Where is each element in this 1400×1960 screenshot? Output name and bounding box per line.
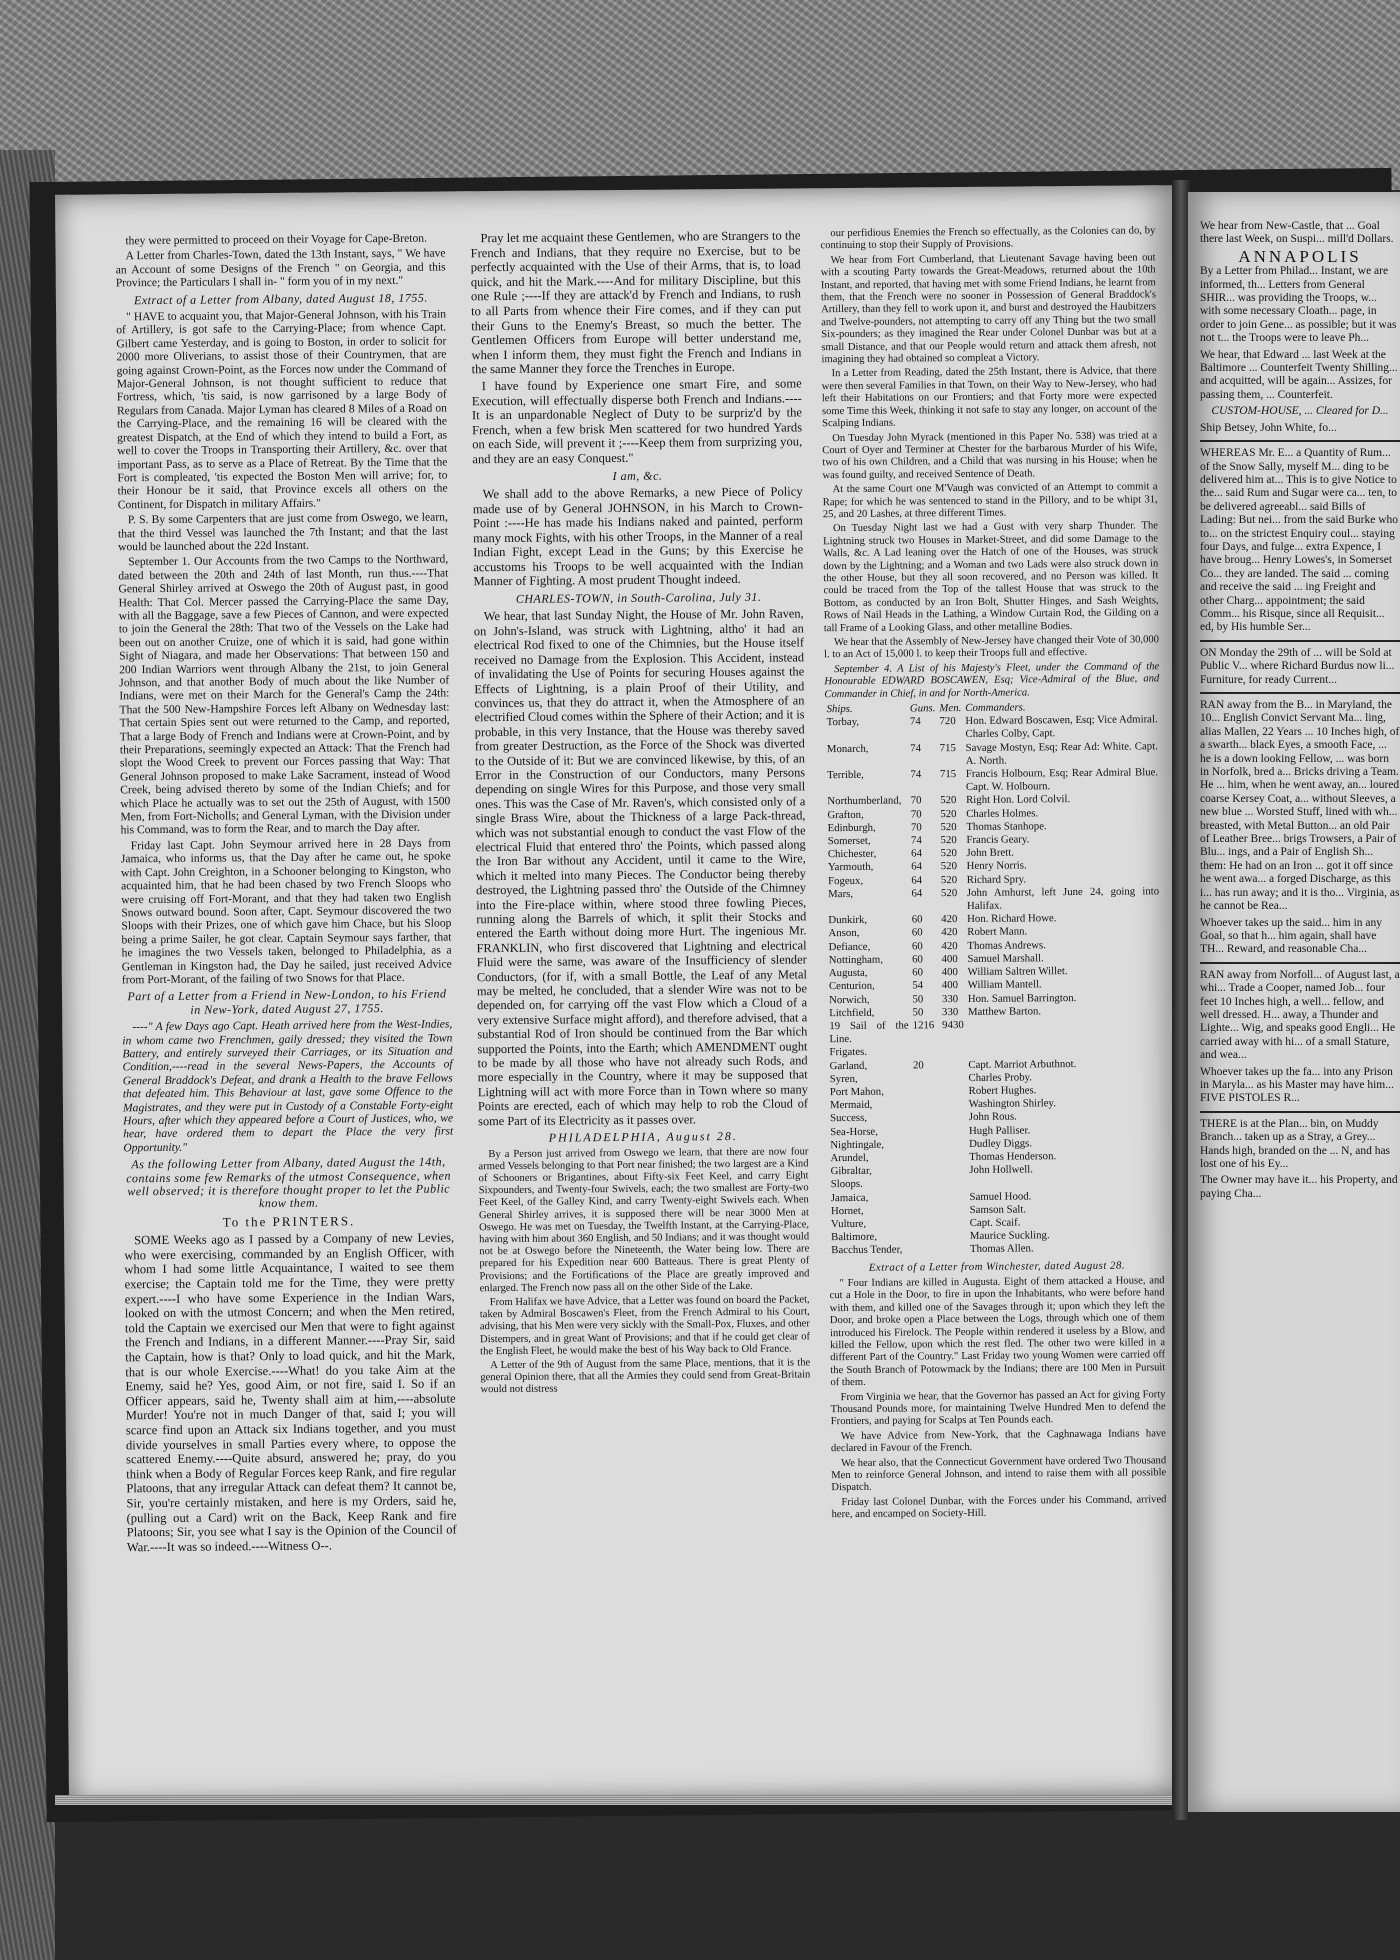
paragraph: our perfidious Enemies the French so effectually, as the Colonies can do, by continuing to stop their Supply of Provisions. bbox=[820, 225, 1156, 252]
men bbox=[941, 1124, 967, 1137]
men bbox=[941, 1151, 967, 1164]
ship-name: Port Mahon, bbox=[829, 1085, 884, 1099]
guns bbox=[911, 1112, 941, 1125]
paragraph: September 1. Our Accounts from the two Camps to the Northward, dated between the 20th and 24th of last Month, run thus.----That General Shirley arrived at Oswego the 20th of August past, in good Health: That Col. Mercer passed the Carrying-Place the same Day, with all the Baggage, save a few Pieces of Cannon, and were expected to join the General the 28th: That two of the Vessels on the Lake had been out on another Cruize, one of which it is said, had gone within Sight of Niagara, and made her Observations: That between 150 and 200 Indian Warriors went through Albany the 21st, to join General Johnson, and that another Body of much about the like Number of Indians, were met on their March for the General's Camp the 24th: That the 500 New-Hampshire Forces left Albany on Wednesday last: That certain Spies sent out were returned to the Camp, and reported, That a large Body of French and Indians were at Crown-Point, and by their Preparations, seemingly expected an Attack: That the French had slopt the Wood Creek to prevent our Forces passing that Way: That General Johnson proposed to make Lake Sacrament, instead of Wood Creek, being advised thereto by some of the Indian Chiefs; and for which Place he actually was to set out the 25th of August, with 1500 Men, from Fort-Nicholls; and General Lyman, with the Division under his Command, was to form the Rear, and to march the Day after. bbox=[118, 552, 451, 837]
fleet-header-guns: Guns. bbox=[909, 702, 936, 715]
guns bbox=[912, 1204, 942, 1217]
guns: 64 bbox=[911, 860, 923, 873]
dateline: Extract of a Letter from Winchester, dated August 28. bbox=[868, 1259, 1126, 1274]
men: 520 bbox=[940, 820, 957, 834]
men: 520 bbox=[940, 834, 957, 847]
commander bbox=[966, 1017, 1162, 1045]
ship-name: Dunkirk, bbox=[828, 914, 868, 927]
ship-name: Sloops. bbox=[830, 1178, 863, 1191]
paragraph: At the same Court one M'Vaugh was convicted of an Attempt to commit a Rape; for which he was sentenced to stand in the Pillory, and to be whipt 31, 25, and 20 Lashes, at three different Times. bbox=[822, 481, 1158, 521]
ship-name: Garland, bbox=[829, 1059, 868, 1072]
ship-name: Terrible, bbox=[827, 768, 864, 782]
ship-name: Success, bbox=[830, 1112, 868, 1125]
fleet-row bbox=[825, 740, 1160, 769]
column-2 bbox=[470, 228, 810, 1398]
guns: 64 bbox=[911, 887, 923, 900]
men: 420 bbox=[941, 926, 958, 939]
commander: Washington Shirley. bbox=[968, 1097, 1056, 1111]
advertisement: Whoever takes up the said... him in any Goal, so that h... him again, shall have TH... Reward, and reasonable Cha... bbox=[1200, 916, 1383, 956]
men: 400 bbox=[941, 979, 959, 992]
paragraph: ----" A few Days ago Capt. Heath arrived here from the West-Indies, in whom came two Frenchmen, gaily dressed; they visited the Town Battery, and entirely surveyed their Carriages, or its Situation and Condition,----read in the several News-Papers, the Accounts of General Braddock's Defeat, and drank a Health to the brave Fellows that defeated him. This Behaviour at last, gave some Offence to the Magistrates, and they were put in Custody of a Constable Forty-eight Hours, after which they appeared before a Court of Justices, who, we hear, have ordered them to depart the Place the very first Opportunity." bbox=[122, 1017, 454, 1155]
paragraph: In a Letter from Reading, dated the 25th Instant, there is Advice, that there were then several Families in that Town, on their Way to New-Jersey, who had left their Habitations on our Frontiers; and that Forty more were expected some Time this Week, thinking it not safe to stay any longer, on account of the Scalping Indians. bbox=[821, 365, 1157, 430]
commander: Right Hon. Lord Colvil. bbox=[966, 793, 1071, 807]
commander: John Amhurst, left June 24, going into Halifax. bbox=[966, 885, 1160, 913]
commander: Charles Proby. bbox=[968, 1071, 1033, 1084]
advertisement: The Owner may have it... his Property, and paying Cha... bbox=[1200, 1174, 1398, 1200]
men bbox=[942, 1243, 968, 1256]
men bbox=[940, 1058, 966, 1071]
guns bbox=[911, 1098, 941, 1111]
ship-name: 19 Sail of the Line. bbox=[829, 1019, 909, 1046]
ship-name: Mars, bbox=[828, 887, 854, 901]
ship-name: Somerset, bbox=[827, 834, 871, 848]
commander: Thomas Henderson. bbox=[969, 1150, 1057, 1163]
fleet-header-men: Men. bbox=[939, 702, 962, 715]
paragraph: " HAVE to acquaint you, that Major-General Johnson, with his Train of Artillery, is got safe to the Carrying-Place; from whence Capt. Gilbert came Yesterday, and is going to Boston, in order to solicit for 2000 more Oliverians, to assist those of their Countrymen, that are going against Crown-Point, as the Forces now under the Command of Major-General Johnson, is not thought sufficient to reduce that Fortress, which, 'tis said, is now garrisoned by a large Body of Regulars from Canada. Major Lyman has cleared 8 Miles of a Road on the Carrying-Place, and the remaining 16 will be cleared with the greatest Dispatch, at the End of which they intend to build a Fort, as well to cover the Troops in Transporting their Artillery, &c. over that important Pass, as to serve as a Place of Retreat. By the Time that the Fort is compleated, 'tis expected the Boston Men will arrive; for, to their Honour be it said, that Province excels all others on the Continent, for Dispatch in military Affairs." bbox=[116, 307, 448, 512]
guns: 1216 bbox=[912, 1019, 935, 1032]
commander: Matthew Barton. bbox=[967, 1005, 1042, 1018]
ship-name: Chichester, bbox=[827, 848, 877, 861]
paragraph: We shall add to the above Remarks, a new Piece of Policy made use of by General JOHNSON, in his March to Crown-Point :----He has made his Indians naked and painted, perform many mock Fights, with his other Troops, in the Manner of a real Indian Fight, except Lead in the Guns; by this Exercise he accustoms his Troops to be well acquainted with the Indian Manner of Fighting. A most prudent Thought indeed. bbox=[472, 484, 804, 589]
advertisement: ON Monday the 29th of ... will be Sold at Public V... where Richard Burdus now li... Furniture, for ready Current... bbox=[1200, 646, 1395, 686]
commander: Charles Holmes. bbox=[966, 806, 1039, 820]
commander: Robert Hughes. bbox=[968, 1084, 1037, 1097]
paragraph: Friday last Colonel Dunbar, with the Forces under his Command, arrived here, and encamped on Society-Hill. bbox=[831, 1494, 1167, 1521]
guns bbox=[911, 1085, 941, 1098]
ship-name: Frigates. bbox=[829, 1046, 868, 1059]
commander: Samuel Marshall. bbox=[967, 952, 1044, 965]
guns: 60 bbox=[911, 913, 923, 926]
paragraph: they were permitted to proceed on their Voyage for Cape-Breton. bbox=[125, 231, 428, 248]
commander: Robert Mann. bbox=[967, 925, 1028, 939]
men bbox=[941, 1111, 967, 1124]
ship-name: Anson, bbox=[828, 927, 860, 940]
ship-name: Monarch, bbox=[826, 742, 869, 755]
men: 520 bbox=[940, 860, 958, 873]
fleet-row bbox=[829, 1242, 1164, 1258]
men: 520 bbox=[940, 847, 957, 860]
guns bbox=[912, 1217, 942, 1230]
guns: 60 bbox=[912, 953, 923, 966]
men bbox=[940, 1045, 966, 1058]
commander: Hon. Edward Boscawen, Esq; Vice Admiral. Charles Colby, Capt. bbox=[965, 713, 1158, 741]
men bbox=[942, 1204, 968, 1217]
commander: Samuel Hood. bbox=[969, 1189, 1032, 1203]
men: 520 bbox=[940, 873, 958, 886]
men: 715 bbox=[939, 768, 957, 781]
advertisement: THERE is at the Plan... bin, on Muddy Branch... taken up as a Stray, a Grey... Hands high, branded on the ... N, and has lost one of his Ey... bbox=[1200, 1117, 1391, 1170]
ship-name: Nottingham, bbox=[828, 953, 884, 967]
paragraph: I have found by Experience one smart Fire, and some Execution, will effectually disperse both French and Indians.----It is an unpardonable Neglect of Duty to be surpriz'd by the French, when a few brisk Men scattered for two hundred Yards on each Side, will prevent it ;----Keep them from surprizing you, and they are an easy Conquest." bbox=[471, 376, 803, 467]
guns: 74 bbox=[910, 768, 922, 781]
advertisement: Whoever takes up the fa... into any Prison in Maryla... as his Master may have him... FIVE PISTOLES R... bbox=[1200, 1065, 1394, 1105]
guns bbox=[912, 1138, 942, 1151]
guns: 20 bbox=[912, 1058, 924, 1071]
commander: Thomas Allen. bbox=[969, 1242, 1034, 1256]
section-heading: CUSTOM-HOUSE, ... Cleared for D... bbox=[1211, 405, 1389, 418]
fleet-row bbox=[825, 714, 1160, 743]
guns: 74 bbox=[910, 741, 922, 755]
men: 330 bbox=[941, 992, 959, 1005]
paragraph: A Letter of the 9th of August from the same Place, mentions, that it is the general Opinion there, that all the Armies they could send from Great-Britain would not distress bbox=[480, 1357, 811, 1396]
newspaper-right-page bbox=[1188, 192, 1400, 1812]
guns bbox=[912, 1191, 942, 1204]
commander: Capt. Scaif. bbox=[969, 1216, 1021, 1229]
men: 520 bbox=[940, 886, 958, 900]
ship-name: Vulture, bbox=[830, 1217, 867, 1231]
guns: 70 bbox=[910, 808, 922, 821]
guns: 60 bbox=[911, 926, 923, 939]
commander: John Rous. bbox=[968, 1110, 1017, 1124]
men: 715 bbox=[939, 741, 956, 754]
men bbox=[941, 1138, 967, 1151]
paragraph: We hear from New-Castle, that ... Goal there last Week, on Suspi... mill'd Dollars. bbox=[1200, 220, 1394, 246]
men: 9430 bbox=[942, 1018, 964, 1032]
advertisement: RAN away from Norfoll... of August last, a whi... Trade a Cooper, named Job... four feet 10 Inches high, a well... fellow, and well dressed. H... away, a Thunder and Lighte... Wig, and speaks good Engli... He carried away with hi... of a small Stature, and wea... bbox=[1200, 968, 1400, 1062]
guns: 74 bbox=[909, 715, 921, 728]
paragraph: A Letter from Charles-Town, dated the 13th Instant, says, " We have an Account of some Designs of the French " on Georgia, and this Province; the Particulars I shall in- " form you of in my next." bbox=[115, 246, 446, 290]
guns bbox=[912, 1151, 942, 1164]
guns: 74 bbox=[910, 834, 922, 847]
ship-name: Arundel, bbox=[830, 1151, 869, 1165]
commander: Samson Salt. bbox=[969, 1203, 1027, 1216]
commander: Thomas Stanhope. bbox=[966, 820, 1047, 833]
guns: 70 bbox=[910, 821, 922, 834]
paragraph: September 4. A List of his Majesty's Fleet, under the Command of the Honourable EDWARD BOSCAWEN, Esq; Vice-Admiral of the Blue, and Commander in Chief, in and for North-America. bbox=[824, 661, 1160, 700]
ship-name: Fogeux, bbox=[827, 874, 864, 887]
divider bbox=[1200, 640, 1400, 642]
right-page-text bbox=[1200, 220, 1400, 1204]
paragraph: From Virginia we hear, that the Governor has passed an Act for giving Forty Thousand Pounds more, for maintaining Twelve Hundred Men to defend the Frontiers, and paying for Scalps at Ten Pounds each. bbox=[830, 1388, 1166, 1428]
paragraph: We hear, that Edward ... last Week at the Baltimore ... Counterfeit Twenty Shilling... and acquitted, will be again... Assizes, for passing them, ... Counterfeit. bbox=[1200, 348, 1398, 401]
page-edge bbox=[55, 1795, 1175, 1805]
commander: Maurice Suckling. bbox=[969, 1229, 1050, 1243]
ship-name: Gibraltar, bbox=[830, 1164, 872, 1178]
ship-name: Norwich, bbox=[829, 993, 870, 1006]
ship-name: Jamaica, bbox=[830, 1191, 869, 1204]
paragraph: We hear also, that the Connecticut Government have ordered Two Thousand Men to reinforce General Johnson, and intend to raise them with all possible Dispatch. bbox=[831, 1454, 1167, 1494]
men bbox=[941, 1072, 967, 1085]
section-heading: To the PRINTERS. bbox=[222, 1213, 356, 1230]
fleet-header-ships: Ships. bbox=[826, 702, 853, 716]
paragraph: Friday last Capt. John Seymour arrived here in 28 Days from Jamaica, who informs us, that the Day after he came out, he spoke with Capt. John Creighton, in a Schooner belonging to Kingston, who acquainted him, that he had been chased by two French Sloops who were cruising off Fort-Morant, and that they had taken two English Snows outward bound. Soon after, Capt. Seymour discovered the two Sloops with their Prizes, one of which gave him Chace, but his Sloop being a prime Sailer, he got clear. Captain Seymour says farther, that he imagines the two Vessels taken, belonged to Philadelphia, as a Gentleman in Kingston had, the Day he sailed, just received Advice from Port-Morant, of the failing of two Snows for that Place. bbox=[120, 836, 452, 987]
commander: John Brett. bbox=[966, 846, 1014, 860]
divider bbox=[1200, 440, 1400, 442]
commander: Hon. Samuel Barrington. bbox=[967, 991, 1077, 1005]
ship-name: Baltimore, bbox=[831, 1230, 878, 1244]
dateline: Extract of a Letter from Albany, dated August 18, 1755. bbox=[133, 290, 428, 307]
commander: Francis Geary. bbox=[966, 833, 1030, 847]
advertisement: RAN away from the B... in Maryland, the 10... English Convict Servant Ma... ling, alias Mallen, 22 Years ... 10 Inches high, of a swarth... black Eyes, a smooth Face, ... he is a down looking Fellow, ... was born in Norfolk, bred a... Bricks driving a Team. He ... him, when he went away, an... loured coarse Kersey Coat, a... without Sleeves, a new blue ... Worsted Stuff, lined with wh... breasted, with Metal Button... an old Pair of Leather Bree... brigs Trowsers, a Pair of Blu... ings, and a Pair of English Sh... them: He had on an Iron ... got it off since he went awa... a forged Discharge, as this i... has run away; and it is tho... Virginia, as he cannot be Rea... bbox=[1200, 699, 1400, 913]
paragraph: P. S. By some Carpenters that are just come from Oswego, we learn, that the third Vessel was launched the 7th Instant; and that the last would be launched about the 22d Instant. bbox=[117, 510, 449, 554]
divider bbox=[1200, 962, 1400, 964]
men bbox=[942, 1191, 968, 1204]
ship-name: Grafton, bbox=[827, 808, 864, 821]
commander: Thomas Andrews. bbox=[967, 938, 1046, 952]
ship-name: Yarmouth, bbox=[827, 861, 874, 874]
paragraph: On Tuesday Night last we had a Gust with very sharp Thunder. The Lightning struck two Houses in Market-Street, and did some Damage to the Walls, &c. A Lad leaning over the Hatch of one of the Houses, was struck down by the Lightning; and a Woman and two Lads were also struck down in the other House, but they all soon recovered, and no Person was killed. It could be traced from the Top of the tallest House that was struck to the Bottom, as conducted by an Iron Bolt, Shutter Hinges, and Sash Weights, Rows of Nail Heads in the Lathing, a Window Curtain Rod, the Gilding on a tall Frame of a Looking Glass, and other metalline Bodies. bbox=[823, 520, 1159, 634]
paragraph: Pray let me acquaint these Gentlemen, who are Strangers to the French and Indians, that they require no Exercise, but to be perfectly acquainted with the Use of their Arms, that is, to load quick, and hit the Mark.----And for military Discipline, but this one Rule ;----If they are attack'd by French and Indians, to rush to all Parts from whence their Fire comes, and if they can put their Guns to the Enemy's Breast, so much the better. The Gentlemen Officers from Europe will better understand me, when I inform them, they must fight the French and Indians in the same Manner they force the Trenches in Europe. bbox=[470, 228, 802, 377]
paragraph: From Halifax we have Advice, that a Letter was found on board the Packet, taken by Admiral Boscawen's Fleet, from the French Admiral to his Court, advising, that his Men were very sickly with the Small-Pox, Fluxes, and other Distempers, and in great Want of Provisions; and that if he could get clear of the English Fleet, he would make the best of his Way back to Old France. bbox=[479, 1294, 811, 1357]
fleet-header-commanders: Commanders. bbox=[965, 701, 1026, 714]
ship-name: Edinburgh, bbox=[827, 821, 876, 835]
fleet-row bbox=[827, 1017, 1162, 1046]
paragraph: We have Advice from New-York, that the Caghnawaga Indians have declared in Favour of the French. bbox=[830, 1428, 1166, 1455]
men: 720 bbox=[939, 715, 956, 728]
commander: John Hollwell. bbox=[969, 1163, 1033, 1177]
commander: Richard Spry. bbox=[966, 873, 1027, 886]
commander: Francis Holbourn, Esq; Rear Admiral Blue. Capt. W. Holbourn. bbox=[965, 766, 1159, 794]
dateline: CHARLES-TOWN, in South-Carolina, July 31. bbox=[515, 589, 762, 606]
guns: 60 bbox=[911, 940, 923, 953]
ship-name: Defiance, bbox=[828, 940, 871, 953]
men: 520 bbox=[940, 807, 957, 820]
ship-name: Centurion, bbox=[828, 980, 875, 993]
guns: 50 bbox=[912, 1006, 924, 1019]
commander: Hon. Richard Howe. bbox=[967, 912, 1057, 926]
ship-name: Mermaid, bbox=[829, 1098, 873, 1112]
guns bbox=[913, 1244, 943, 1257]
men bbox=[941, 1177, 967, 1190]
men: 400 bbox=[941, 966, 958, 979]
commander: Capt. Marriot Arbuthnot. bbox=[968, 1057, 1077, 1071]
newspaper-left-page bbox=[55, 185, 1189, 1805]
men: 420 bbox=[941, 939, 958, 952]
guns: 60 bbox=[912, 966, 924, 979]
ship-name: Torbay, bbox=[826, 716, 860, 729]
guns bbox=[912, 1125, 942, 1138]
paragraph: We hear, that last Sunday Night, the House of Mr. John Raven, on John's-Island, was struck with Lightning, altho' it had an electrical Rod fixed to one of the Chimnies, but the House itself received no Damage from the Explosion. This Accident, instead of invalidating the Use of Points for securing Houses against the Effects of Lightning, is a plain Proof of their Utility, and convinces us, that they do attract it, when the Atmosphere of an electrified Cloud comes within the Sphere of their Action; and it is probable, in this very Instance, that the House was thereby saved from greater Destruction, as the Force of the Shock was diverted to the Outside of it: But we are convinced likewise, by this, of an Error in the Construction of our Conductors, many Persons depending on single Wires for this Purpose, and those very small ones. This was the Case of Mr. Raven's, which consisted only of a single Brass Wire, about the Thickness of a large Pack-thread, which was not substantial enough to conduct the vast Flow of the electrical Fluid that entered thro' the Points, which passed along the Iron Bar without any Accident, until it came to the Wire, which it melted into many Pieces. The Conductor being thereby destroyed, the Lightning passed thro' the Outside of the Chimney into the Fire-place within, where stood three fowling Pieces, running along the Barrels of which, it split their Stocks and entered the Earth without doing more Hurt. The ingenious Mr. FRANKLIN, who first discovered that Lightning and electrical Fluid were the same, was aware of the Insufficiency of slender Conductors, (for if, with a small Bottle, the Leaf of any Metal may be melted, he concluded, that a slender Wire was not to be depended on, for carrying off the vast Flow which a Cloud of a very extensive Surface might afford), and therefore advised, that a substantial Rod of Iron should be continued from the Bar which supported the Points, into the Earth; which AMENDMENT ought to be made by all those who have not already such Rods, and more especially in the Country, where it may be supposed that Lightning will act with more Force than in Town where so many Points are erected, each of which may help to rob the Cloud of some Part of its Electricity as it passes over. bbox=[473, 606, 809, 1128]
ship-name: Nightingale, bbox=[830, 1138, 885, 1151]
guns: 54 bbox=[912, 979, 924, 992]
guns: 64 bbox=[911, 874, 923, 887]
dateline: Part of a Letter from a Friend in New-London, to his Friend in New-York, dated August 27, 1755. bbox=[127, 986, 447, 1017]
section-heading: ANNAPOLIS bbox=[1238, 246, 1362, 266]
men bbox=[941, 1098, 967, 1111]
guns: 50 bbox=[912, 992, 924, 1005]
fleet-row bbox=[826, 885, 1161, 914]
guns: 64 bbox=[911, 847, 922, 860]
men bbox=[942, 1230, 968, 1243]
signature: I am, &c. bbox=[612, 468, 663, 483]
men: 400 bbox=[941, 952, 958, 966]
guns: 70 bbox=[910, 794, 922, 807]
background-fabric-top bbox=[0, 0, 1400, 190]
paragraph: Ship Betsey, John White, fo... bbox=[1200, 421, 1337, 434]
paragraph: " Four Indians are killed in Augusta. Eight of them attacked a House, and cut a Hole in the Door, to fire in upon the Inhabitants, who were before hand with them, and killed one of the Savages through it; upon which they left the Door, and broke open a Place between the Logs, through which one of them introduced his Firelock. The People within rendered it useless by a Blow, and killed the Fellow, upon which the rest fled. The other two were killed in a different Part of the Country." Last Friday two young Women were carried off the South Branch of Potowmack by the Indians; there are 100 Men in Pursuit of them. bbox=[829, 1275, 1166, 1389]
men: 420 bbox=[941, 913, 958, 926]
ship-name: Northumberland, bbox=[827, 794, 902, 808]
editorial-note: As the following Letter from Albany, dated August the 14th, contains some few Remarks of the utmost Consequence, when well observed; it is therefore thought proper to let the Public know them. bbox=[126, 1154, 452, 1211]
men bbox=[941, 1085, 967, 1098]
fleet-table-body bbox=[825, 714, 1165, 1258]
paragraph: By a Person just arrived from Oswego we learn, that there are now four armed Vessels belonging to that Port near finished; the two largest are a Kind of Schooners or Brigantines, about Fifty-six Feet Keel, and carry Eight Sixpounders, and Twenty-four Swivels, each; the two smallest are Forty-two Feet Keel, of the Galley Kind, and carry Twenty-eight Swivels each. When General Shirley arrives, it is supposed there will be near 3000 Men at Oswego. He was met on Tuesday, the Twelfth Instant, at the Carrying-Place, having with him about 360 English, and 50 Indians; and it was thought would not be at Oswego before the Nineteenth, the Water being low. There are prepared for his Expedition near 600 Batteaus. There is great Plenty of Provisions; and the Fortifications of the Place are greatly improved and enlarged. The French now pass all on the other Side of the Lake. bbox=[478, 1145, 810, 1294]
column-3 bbox=[820, 225, 1166, 1524]
paragraph: We hear from Fort Cumberland, that Lieutenant Savage having been out with a scouting Party towards the Great-Meadows, returned about the 10th Instant, and reported, that having met with some Friend Indians, he learnt from them, that the French were no sooner in Possession of General Braddock's Artillery, than they fell to work upon it, and burst and destroyed the Haubitzers and Twelve-pounders, not attempting to carry off any Thing but the two small Six-pounders; as they imagined the Rear under Colonel Dunbar was but at a small Distance, and that our People would return and attack them afresh, not imagining they had obtained so compleat a Victory. bbox=[820, 252, 1157, 366]
fleet-table bbox=[824, 700, 1164, 1257]
commander: Savage Mostyn, Esq; Rear Ad: White. Capt. A. North. bbox=[965, 739, 1158, 767]
ship-name: Augusta, bbox=[828, 966, 868, 980]
paragraph: We hear that the Assembly of New-Jersey have changed their Vote of 30,000 l. to an Act of 15,000 l. to keep their Troops full and effective. bbox=[824, 634, 1160, 661]
commander: Dudley Diggs. bbox=[969, 1137, 1033, 1150]
fleet-row bbox=[825, 766, 1160, 795]
advertisement: WHEREAS Mr. E... a Quantity of Rum... of the Snow Sally, myself M... ding to be delivered him at... This is to give Notice to the... said Rum and Sugar were ca... ten, to be delivered agreeabl... said Bills of Lading: But nei... from the said Burke who to... on the strictest Enquiry coul... staying four Days, and fulge... extra Expence, I have broug... Henry Lowes's, in Somerset Co... they are landed. The said ... coming and receive the said ... ing Freight and other Charg... appointment; the said Comm... his Risque, since all Requisit... ed, by His humble Ser... bbox=[1200, 447, 1399, 634]
column-1 bbox=[115, 231, 457, 1556]
ship-name: Litchfield, bbox=[829, 1006, 875, 1019]
paragraph: On Tuesday John Myrack (mentioned in this Paper No. 538) was tried at a Court of Oyer and Terminer at Chester for the barbarous Murder of his Wife, two of his own Children, and a Child that was nursing in his House; when he was found guilty, and received Sentence of Death. bbox=[822, 429, 1158, 481]
divider bbox=[1200, 692, 1400, 694]
guns bbox=[911, 1072, 941, 1085]
paragraph: By a Letter from Philad... Instant, we are informed, th... Letters from General SHIR... was providing the Troops, w... with some necessary Cloath... page, in order to join Gene... as possible; but it was not t... the Troops were to leave Ph... bbox=[1200, 265, 1397, 345]
men bbox=[942, 1217, 968, 1230]
men: 330 bbox=[941, 1005, 959, 1018]
ship-name: Hornet, bbox=[830, 1204, 864, 1217]
ship-name: Bacchus Tender, bbox=[831, 1243, 903, 1257]
commander: Hugh Palliser. bbox=[968, 1123, 1031, 1137]
dateline: PHILADELPHIA, August 28. bbox=[548, 1129, 738, 1145]
commander: William Saltren Willet. bbox=[967, 965, 1068, 979]
guns bbox=[912, 1230, 942, 1243]
paragraph: SOME Weeks ago as I passed by a Company of new Levies, who were exercising, commanded by an English Officer, with whom I had some little Acquaintance, I waited to see them exercise; the Captain told me for the Time, they were pretty expert.----I who have some Experience in the Indian Wars, looked on with the utmost Concern; and when the Men retired, told the Captain we exercised our Men that were to fight against the French and Indians, in a different Manner.----Pray Sir, said the Captain, how is that? Only to load quick, and hit the Mark, that is our whole Exercise.----What! do you take Aim at the Enemy, said he? Yes, good Aim, or not fire, said I. So if an Officer appears, said he, Twenty shall aim at him,----absolute Murder! You're not in much Danger of that, said I; you will scarce find upon an Attack six Indians together, and you must divide yourselves in small Parties every where, to oppose the scattered Enemy.----Quite absurd, answered he; pray, do you think when a Body of Regular Forces keep Rank, and fire regular Platoons, that any irregular Attack can defeat them? It cannot be, Sir, you're certainly mistaken, and here is my Orders, said he, (pulling out a Card) writ on the Back, Keep Rank and fire Platoons; Sir, you see what I say is the Opinion of the Council of War.----It was so indeed.----Witness O--. bbox=[124, 1230, 457, 1555]
guns bbox=[912, 1178, 942, 1191]
commander: Henry Norris. bbox=[966, 859, 1027, 873]
guns bbox=[912, 1164, 942, 1177]
men: 520 bbox=[940, 794, 957, 807]
ship-name: Sea-Horse, bbox=[830, 1125, 878, 1138]
men bbox=[941, 1164, 967, 1177]
divider bbox=[1200, 1111, 1400, 1113]
commander: William Mantell. bbox=[967, 978, 1042, 992]
guns bbox=[911, 1046, 941, 1059]
ship-name: Syren, bbox=[829, 1072, 858, 1085]
